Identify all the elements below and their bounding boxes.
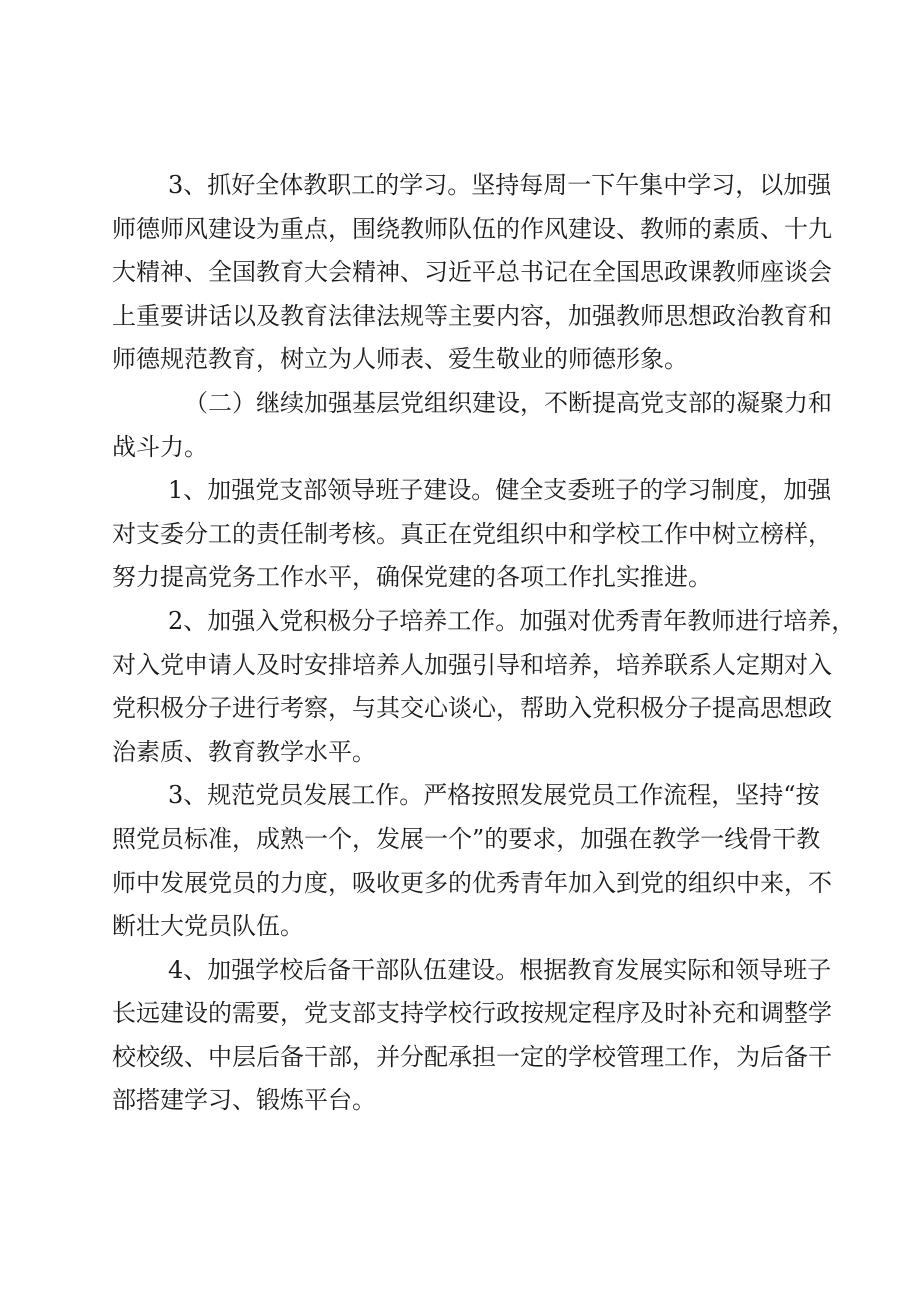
- text-line: 对入党申请人及时安排培养人加强引导和培养，培养联系人定期对入: [112, 650, 832, 679]
- text-line: 师德规范教育，树立为人师表、爱生敬业的师德形象。: [112, 345, 688, 374]
- text-line: 部搭建学习、锻炼平台。: [112, 1086, 376, 1115]
- text-line: 3、规范党员发展工作。严格按照发展党员工作流程，坚持“按: [168, 781, 820, 810]
- text-line: 治素质、教育教学水平。: [112, 737, 376, 766]
- text-line: 努力提高党务工作水平，确保党建的各项工作扎实推进。: [112, 563, 712, 592]
- paragraph-item-3-study: [112, 164, 832, 382]
- paragraph-item-1-leadership: [112, 469, 832, 600]
- section-heading-2: [112, 382, 832, 469]
- text-line: 照党员标准，成熟一个，发展一个”的要求，加强在教学一线骨干教: [112, 824, 821, 853]
- text-line: 大精神、全国教育大会精神、习近平总书记在全国思政课教师座谈会: [112, 258, 832, 287]
- paragraph-item-4-reserve: [112, 949, 832, 1123]
- text-line: 对支委分工的责任制考核。真正在党组织中和学校工作中树立榜样，: [112, 519, 832, 548]
- text-line: 1、加强党支部领导班子建设。健全支委班子的学习制度，加强: [168, 476, 832, 505]
- text-line: 校校级、中层后备干部，并分配承担一定的学校管理工作，为后备干: [112, 1042, 832, 1071]
- text-line: 师中发展党员的力度，吸收更多的优秀青年加入到党的组织中来，不: [112, 868, 832, 897]
- text-line: 战斗力。: [112, 432, 208, 461]
- paragraph-item-2-activists: [112, 600, 856, 774]
- text-line: 上重要讲话以及教育法律法规等主要内容，加强教师思想政治教育和: [112, 301, 832, 330]
- text-line: 断壮大党员队伍。: [112, 912, 304, 941]
- text-line: 长远建设的需要，党支部支持学校行政按规定程序及时补充和调整学: [112, 999, 832, 1028]
- text-line: （二）继续加强基层党组织建设，不断提高党支部的凝聚力和: [184, 388, 832, 417]
- text-line: 3、抓好全体教职工的学习。坚持每周一下午集中学习，以加强: [168, 171, 832, 199]
- text-line: 2、加强入党积极分子培养工作。加强对优秀青年教师进行培养，: [168, 606, 856, 635]
- text-line: 4、加强学校后备干部队伍建设。根据教育发展实际和领导班子: [168, 955, 832, 984]
- paragraph-item-3-development: [112, 774, 832, 948]
- document-body: [112, 164, 856, 1123]
- text-line: 党积极分子进行考察，与其交心谈心，帮助入党积极分子提高思想政: [112, 694, 832, 723]
- text-line: 师德师风建设为重点，围绕教师队伍的作风建设、教师的素质、十九: [112, 214, 832, 243]
